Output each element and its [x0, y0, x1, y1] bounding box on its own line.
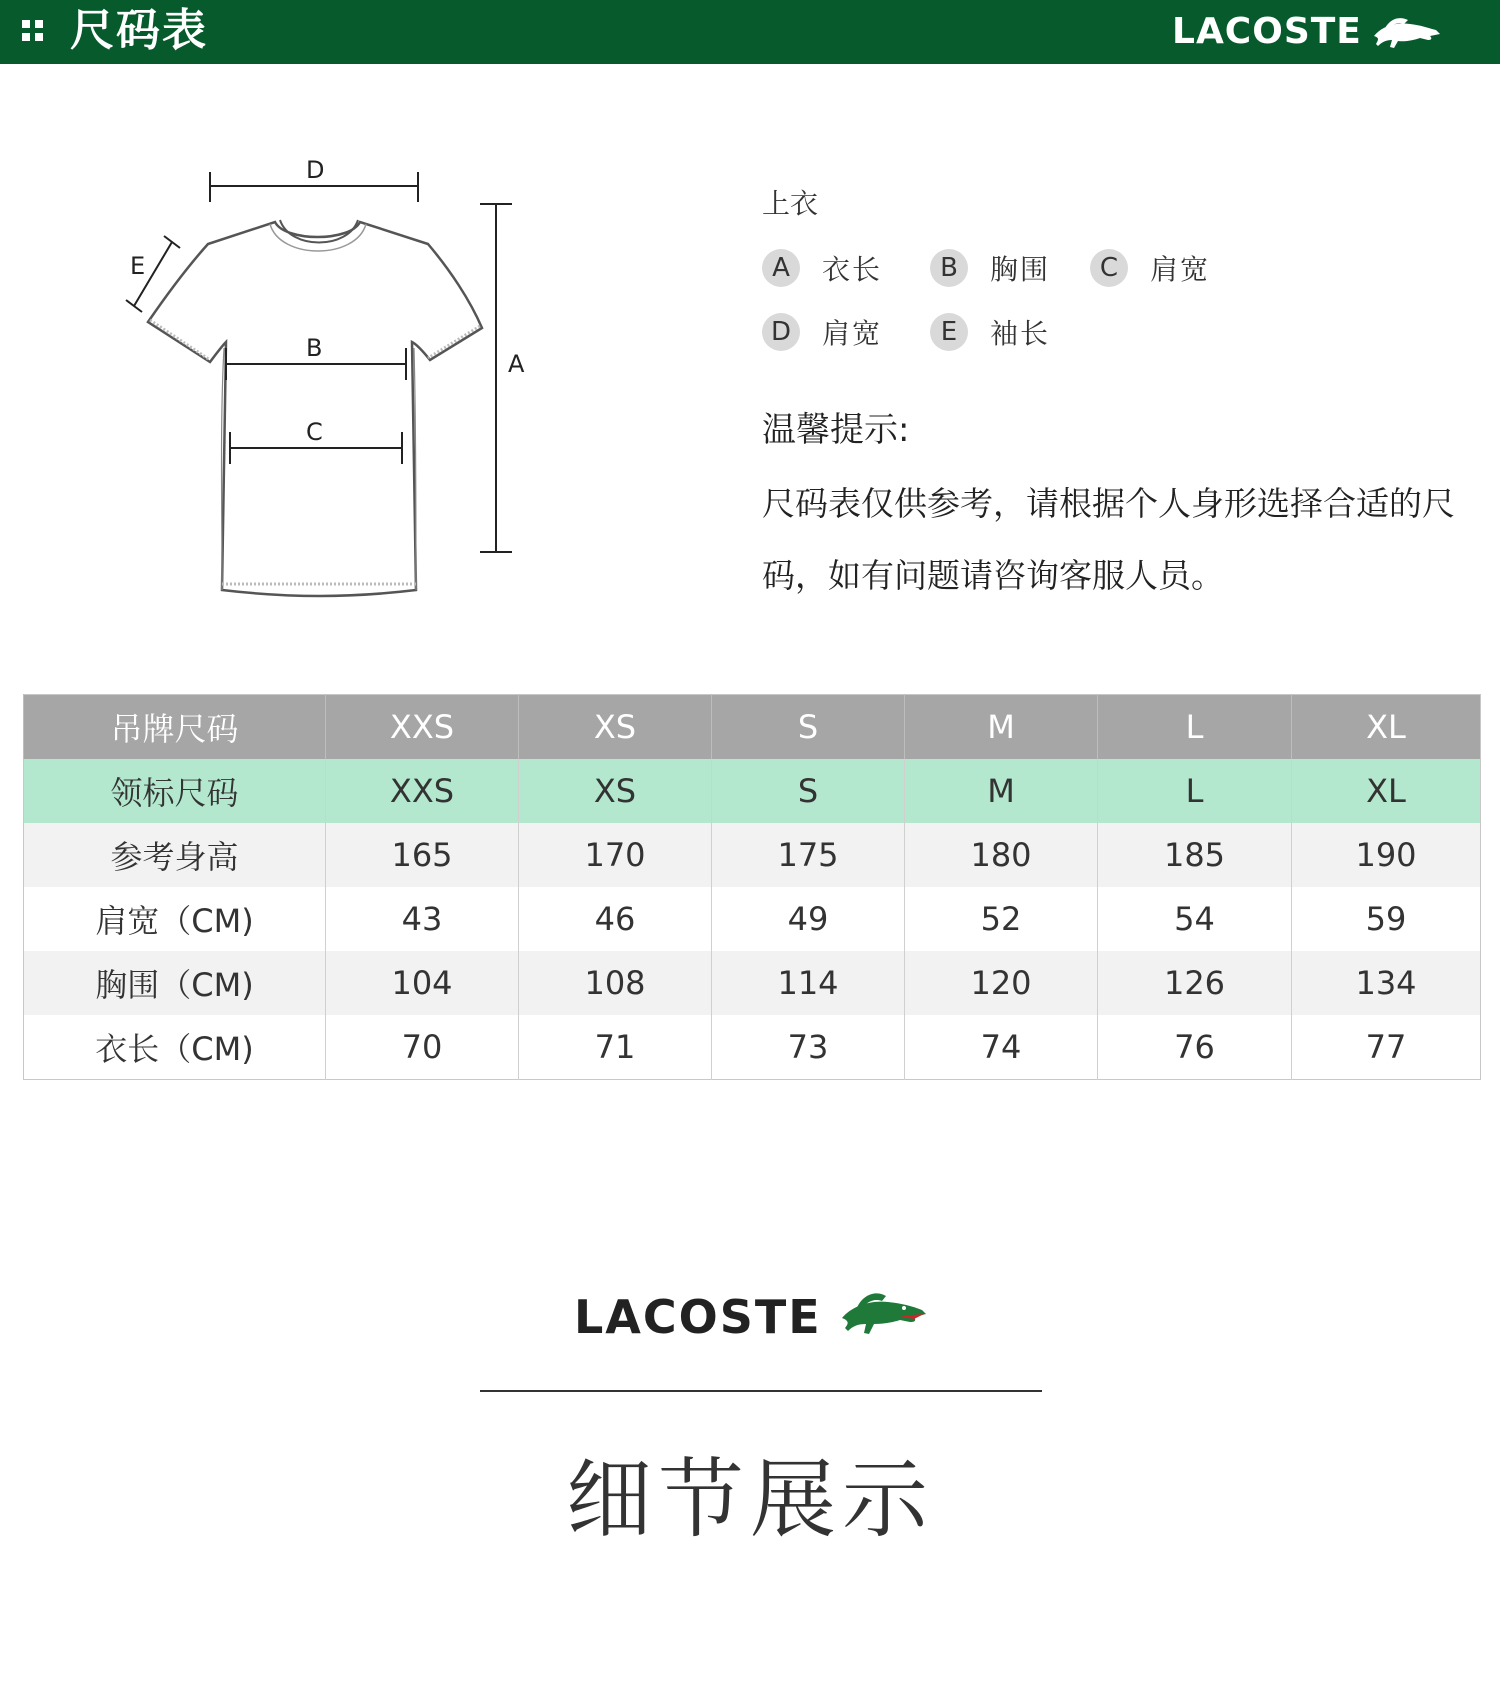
table-cell: 46 — [519, 887, 712, 951]
page-title: 尺码表 — [70, 5, 208, 56]
table-cell: XXS — [326, 759, 519, 823]
table-cell: 114 — [712, 951, 905, 1015]
label-e: E — [130, 252, 146, 280]
table-cell: 108 — [519, 951, 712, 1015]
tshirt-measurement-diagram — [110, 160, 590, 610]
table-row-shoulder — [24, 887, 1481, 951]
footer-brand-logo-text: LACOSTE — [574, 1290, 822, 1344]
crocodile-logo-icon — [838, 1284, 928, 1342]
table-cell: XS — [519, 695, 712, 760]
table-cell: 126 — [1098, 951, 1292, 1015]
legend-item-e — [930, 312, 1050, 352]
table-cell: 190 — [1292, 823, 1481, 887]
table-cell: 59 — [1292, 887, 1481, 951]
footer-divider — [480, 1390, 1042, 1392]
table-row-length — [24, 1015, 1481, 1080]
table-row-chest — [24, 951, 1481, 1015]
label-a: A — [508, 350, 525, 378]
legend-letter-c: C — [1090, 249, 1128, 287]
table-cell: 领标尺码 — [24, 759, 326, 823]
tip-title: 温馨提示: — [762, 410, 910, 450]
brand-logo-text: LACOSTE — [1172, 11, 1362, 52]
table-cell: 180 — [905, 823, 1098, 887]
table-cell: 70 — [326, 1015, 519, 1080]
table-cell: 54 — [1098, 887, 1292, 951]
table-cell: XL — [1292, 759, 1481, 823]
table-cell: XXS — [326, 695, 519, 760]
legend-label-b: 胸围 — [990, 253, 1051, 286]
legend-letter-d: D — [762, 313, 800, 351]
table-row-height — [24, 823, 1481, 887]
table-cell: 49 — [712, 887, 905, 951]
table-cell: 77 — [1292, 1015, 1481, 1080]
table-cell: 73 — [712, 1015, 905, 1080]
table-cell: 185 — [1098, 823, 1292, 887]
table-cell: 74 — [905, 1015, 1098, 1080]
table-cell: S — [712, 759, 905, 823]
tip-body: 尺码表仅供参考，请根据个人身形选择合适的尺码，如有问题请咨询客服人员。 — [762, 484, 1455, 595]
table-cell: 134 — [1292, 951, 1481, 1015]
table-cell: 衣长（CM) — [24, 1015, 326, 1080]
size-chart-table — [23, 694, 1481, 1080]
table-cell: 175 — [712, 823, 905, 887]
table-cell: 71 — [519, 1015, 712, 1080]
legend-item-d — [762, 312, 882, 352]
legend-label-a: 衣长 — [822, 253, 883, 286]
table-cell: S — [712, 695, 905, 760]
legend-item-b — [930, 248, 1050, 288]
legend-label-d: 肩宽 — [822, 317, 883, 350]
garment-category: 上衣 — [762, 187, 819, 220]
table-cell: 165 — [326, 823, 519, 887]
table-cell: XL — [1292, 695, 1481, 760]
table-row-tag-size — [24, 695, 1481, 760]
table-row-label-size — [24, 759, 1481, 823]
label-b: B — [306, 334, 323, 362]
table-cell: 52 — [905, 887, 1098, 951]
legend-letter-a: A — [762, 249, 800, 287]
legend-label-c: 肩宽 — [1150, 253, 1211, 286]
table-cell: M — [905, 759, 1098, 823]
table-cell: 43 — [326, 887, 519, 951]
label-c: C — [306, 418, 323, 446]
grid-dots-icon — [22, 20, 44, 42]
table-cell: 胸围（CM) — [24, 951, 326, 1015]
table-cell: L — [1098, 695, 1292, 760]
legend-item-a — [762, 248, 882, 288]
table-cell: XS — [519, 759, 712, 823]
section-title: 细节展示 — [566, 1450, 934, 1550]
table-cell: 参考身高 — [24, 823, 326, 887]
page-header — [0, 0, 1500, 64]
legend-letter-b: B — [930, 249, 968, 287]
table-cell: L — [1098, 759, 1292, 823]
table-cell: 吊牌尺码 — [24, 695, 326, 760]
table-cell: M — [905, 695, 1098, 760]
legend-item-c — [1090, 248, 1210, 288]
label-d: D — [306, 160, 325, 184]
table-cell: 170 — [519, 823, 712, 887]
table-cell: 120 — [905, 951, 1098, 1015]
legend-label-e: 袖长 — [990, 317, 1051, 350]
legend-letter-e: E — [930, 313, 968, 351]
table-cell: 肩宽（CM) — [24, 887, 326, 951]
table-cell: 104 — [326, 951, 519, 1015]
table-cell: 76 — [1098, 1015, 1292, 1080]
crocodile-logo-icon — [1370, 10, 1442, 54]
